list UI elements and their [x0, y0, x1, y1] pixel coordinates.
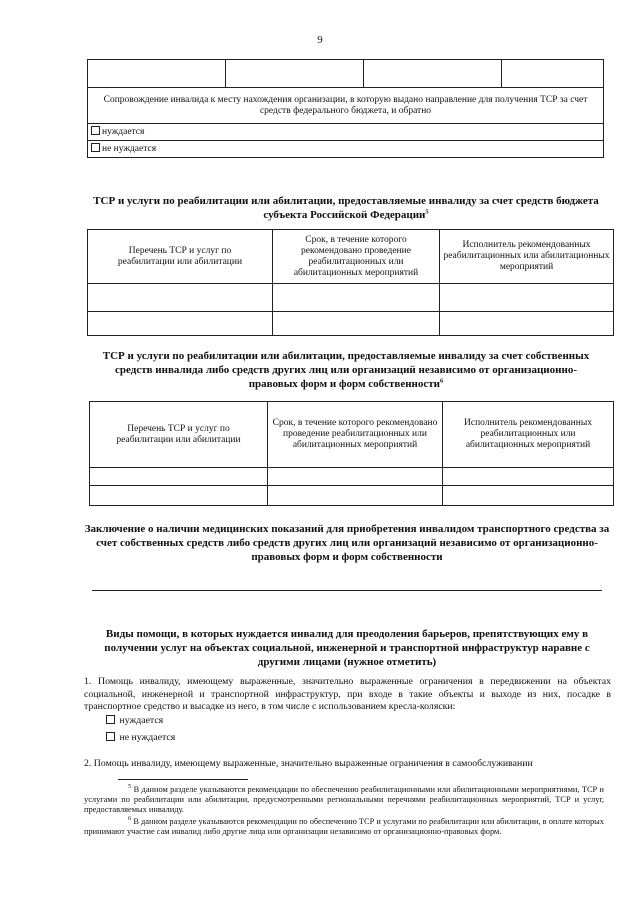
table-cell — [90, 468, 268, 486]
assistance-item-mobility: 1. Помощь инвалиду, имеющему выраженные, значительно выраженные ограничения в передвижении на объектах социальной, инженерной и транспортной инфраструктур, при входе в такие объекты и выходе из них, посадке в транспортное средство и высадке из него, в том числе с использованием кресла-коляски: — [84, 676, 611, 712]
table-cell — [273, 312, 440, 336]
section-heading-assistance-types: Виды помощи, в которых нуждается инвалид для преодоления барьеров, препятствующих ему в получении услуг на объектах социальной, инженерной и транспортной инфраструктур наравне с другими лицами (нужное отметить) — [104, 628, 590, 668]
table-cell — [90, 486, 268, 506]
option-row-needs[interactable] — [88, 124, 604, 141]
column-header: Перечень ТСР и услуг по реабилитации или абилитации — [88, 230, 273, 284]
column-header: Исполнитель рекомендованных реабилитационных или абилитационных мероприятий — [443, 402, 614, 468]
column-header: Срок, в течение которого рекомендовано проведение реабилитационных или абилитационных мероприятий — [273, 230, 440, 284]
footnote-6: $^6$ В данном разделе указываются рекомендации по обеспечению ТСР и услугами по реабилитации или абилитации, в оплате которых принимают участие сам инвалид либо другие лица или организации независимо от организационно-правовых форм. — [84, 815, 604, 836]
table-cell — [88, 284, 273, 312]
option-row-not-needs[interactable] — [88, 141, 604, 158]
option-not-needs[interactable] — [106, 732, 175, 745]
option-label: нуждается — [119, 715, 164, 726]
option-needs[interactable] — [106, 715, 163, 728]
table-cell — [443, 468, 614, 486]
escort-description: Сопровождение инвалида к месту нахождения организации, в которую выдано направление для получения ТСР за счет средств федерального бюджета, и обратно — [88, 88, 604, 124]
table-cell — [268, 486, 443, 506]
footnote-separator — [118, 779, 248, 780]
option-label: нуждается — [102, 127, 145, 137]
table-cell — [273, 284, 440, 312]
table-cell — [440, 312, 614, 336]
table-cell — [226, 60, 364, 88]
conclusion-line — [92, 590, 602, 591]
table-cell — [364, 60, 502, 88]
table-cell — [88, 312, 273, 336]
column-header: Срок, в течение которого рекомендовано проведение реабилитационных или абилитационных мероприятий — [268, 402, 443, 468]
option-label: не нуждается — [119, 732, 176, 743]
page-number: 9 — [317, 34, 323, 46]
checkbox-needs[interactable] — [106, 715, 115, 724]
section-heading-vehicle-conclusion: Заключение о наличии медицинских показаний для приобретения инвалидом транспортного средства за счет собственных средств либо средств других лиц или организаций независимо от организационно-правовых форм и форм собственности — [84, 523, 610, 563]
checkbox-not-needs[interactable] — [91, 143, 100, 152]
assistance-item-self-care: 2. Помощь инвалиду, имеющему выраженные, значительно выраженные ограничения в самообслуживании — [84, 758, 533, 769]
section-heading-own-funds: ТСР и услуги по реабилитации или абилитации, предоставляемые инвалиду за счет собственных средств инвалида либо средств других лиц или организаций независимо от организационно-правовых форм и форм собственности$^6$ — [102, 350, 590, 390]
checkbox-needs[interactable] — [91, 126, 100, 135]
escort-table — [87, 59, 604, 158]
table-cell — [502, 60, 604, 88]
column-header: Исполнитель рекомендованных реабилитационных или абилитационных мероприятий — [440, 230, 614, 284]
checkbox-not-needs[interactable] — [106, 732, 115, 741]
table-cell — [268, 468, 443, 486]
table-cell — [440, 284, 614, 312]
table-cell — [443, 486, 614, 506]
option-label: не нуждается — [102, 144, 157, 154]
column-header: Перечень ТСР и услуг по реабилитации или абилитации — [90, 402, 268, 468]
own-funds-table — [89, 401, 614, 506]
regional-budget-table — [87, 229, 614, 336]
table-cell — [88, 60, 226, 88]
footnote-5: $^5$ В данном разделе указываются рекомендации по обеспечению реабилитационными или абилитационными мероприятиями, ТСР и услугами по реабилитации или абилитации, предусмотренными региональными перечнями реабилитационных мероприятий, ТСР и услуг, предоставляемых инвалиду. — [84, 783, 604, 814]
section-heading-regional: ТСР и услуги по реабилитации или абилитации, предоставляемые инвалиду за счет средств бюджета субъекта Российской Федерации$^5$ — [93, 195, 599, 221]
